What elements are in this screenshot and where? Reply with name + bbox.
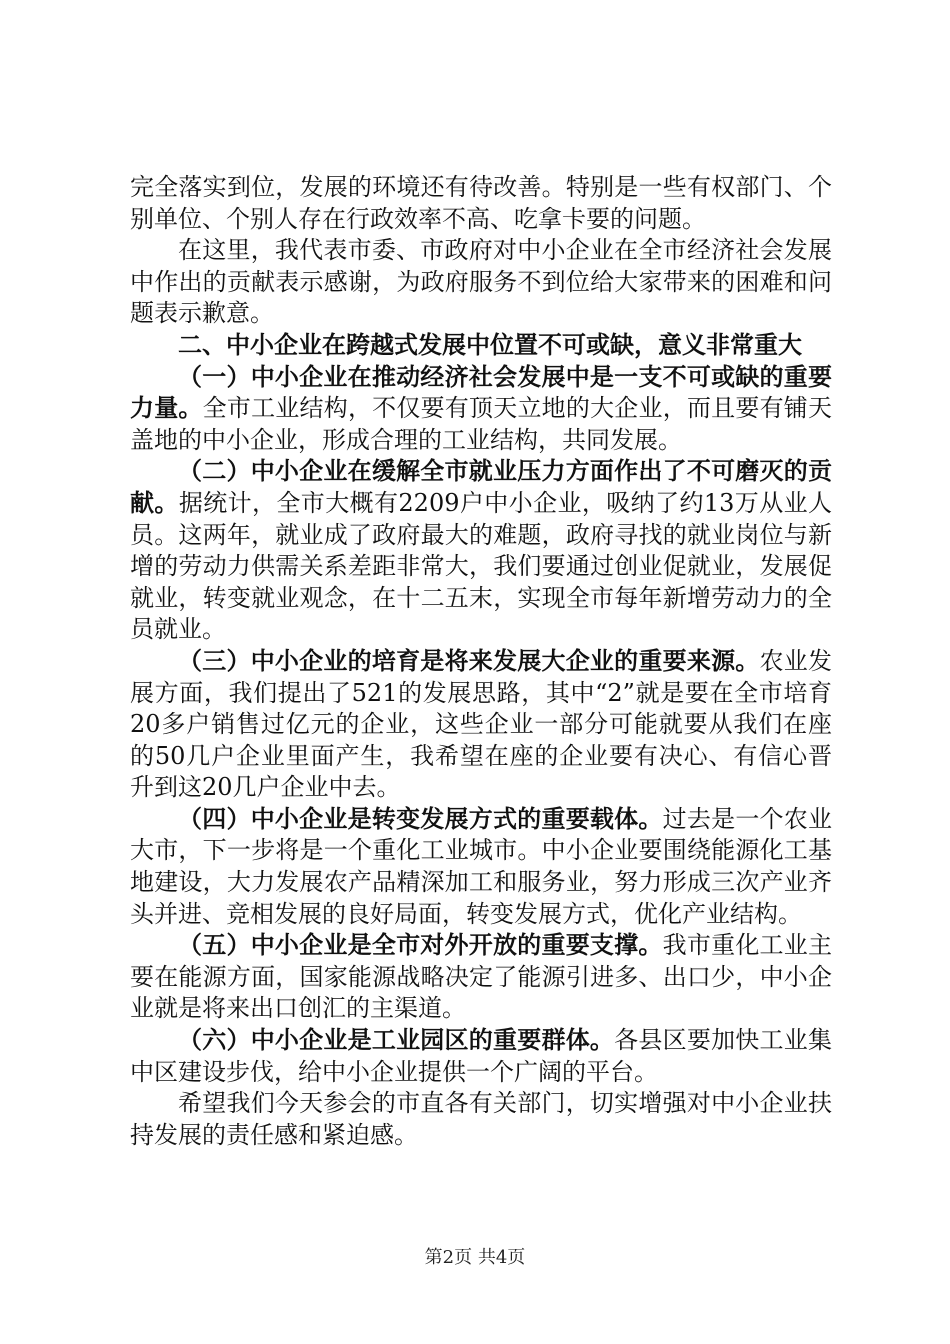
paragraph-text: 全市工业结构，不仅要有顶天立地的大企业，而且要有铺天盖地的中小企业，形成合理的工业结构，共同发展。: [130, 394, 833, 454]
document-body: [130, 172, 832, 1151]
page-footer: [0, 1243, 950, 1269]
paragraph-lead: （二）中小企业在缓解全市就业压力方面作出了不可磨灭的贡献。: [130, 457, 832, 517]
paragraph-1: [130, 172, 832, 235]
paragraph-lead: （一）中小企业在推动经济社会发展中是一支不可或缺的重要力量。: [130, 362, 832, 423]
paragraph-lead: （五）中小企业是全市对外开放的重要支撑。: [178, 931, 663, 960]
paragraph-text: 农业发展方面，我们提出了521的发展思路，其中“2”就是要在全市培育20多户销售过亿元的企业，这些企业一部分可能就要从我们在座的50几户企业里面产生，我希望在座的企业要有决心、有信心晋升到这20几户企业中去。: [130, 646, 833, 802]
section-heading: [130, 330, 832, 362]
paragraph-text: 我市重化工业主要在能源方面，国家能源战略决定了能源引进多、出口少，中小企业就是将来出口创汇的主渠道。: [130, 931, 833, 1023]
paragraph-text: 据统计，全市大概有2209户中小企业，吸纳了约13万从业人员。这两年，就业成了政府最大的难题，政府寻找的就业岗位与新增的劳动力供需关系差距非常大，我们要通过创业促就业，发展促就业，转变就业观念，在十二五末，实现全市每年新增劳动力的全员就业。: [130, 488, 833, 644]
paragraph-10: [130, 1088, 832, 1151]
page-number: 第2页 共4页: [424, 1247, 526, 1268]
paragraph-6: [130, 646, 832, 804]
paragraph-9: [130, 1025, 832, 1088]
paragraph-text: 在这里，我代表市委、市政府对中小企业在全市经济社会发展中作出的贡献表示感谢，为政府服务不到位给大家带来的困难和问题表示歉意。: [130, 236, 832, 328]
paragraph-text: 过去是一个农业大市，下一步将是一个重化工业城市。中小企业要围绕能源化工基地建设，大力发展农产品精深加工和服务业，努力形成三次产业齐头并进、竞相发展的良好局面，转变发展方式，优化产业结构。: [130, 804, 833, 928]
paragraph-lead: （六）中小企业是工业园区的重要群体。: [178, 1026, 615, 1055]
paragraph-7: [130, 804, 832, 930]
paragraph-text: 各县区要加快工业集中区建设步伐，给中小企业提供一个广阔的平台。: [130, 1026, 833, 1086]
section-heading-text: 二、中小企业在跨越式发展中位置不可或缺，意义非常重大: [178, 330, 802, 359]
paragraph-text: 希望我们今天参会的市直各有关部门，切实增强对中小企业扶持发展的责任感和紧迫感。: [130, 1089, 832, 1149]
paragraph-lead: （四）中小企业是转变发展方式的重要载体。: [178, 804, 663, 833]
paragraph-5: [130, 456, 832, 646]
paragraph-text: 完全落实到位，发展的环境还有待改善。特别是一些有权部门、个别单位、个别人存在行政效率不高、吃拿卡要的问题。: [130, 173, 832, 233]
paragraph-lead: （三）中小企业的培育是将来发展大企业的重要来源。: [178, 646, 760, 675]
paragraph-8: [130, 930, 832, 1025]
paragraph-4: [130, 362, 832, 457]
paragraph-2: [130, 235, 832, 330]
